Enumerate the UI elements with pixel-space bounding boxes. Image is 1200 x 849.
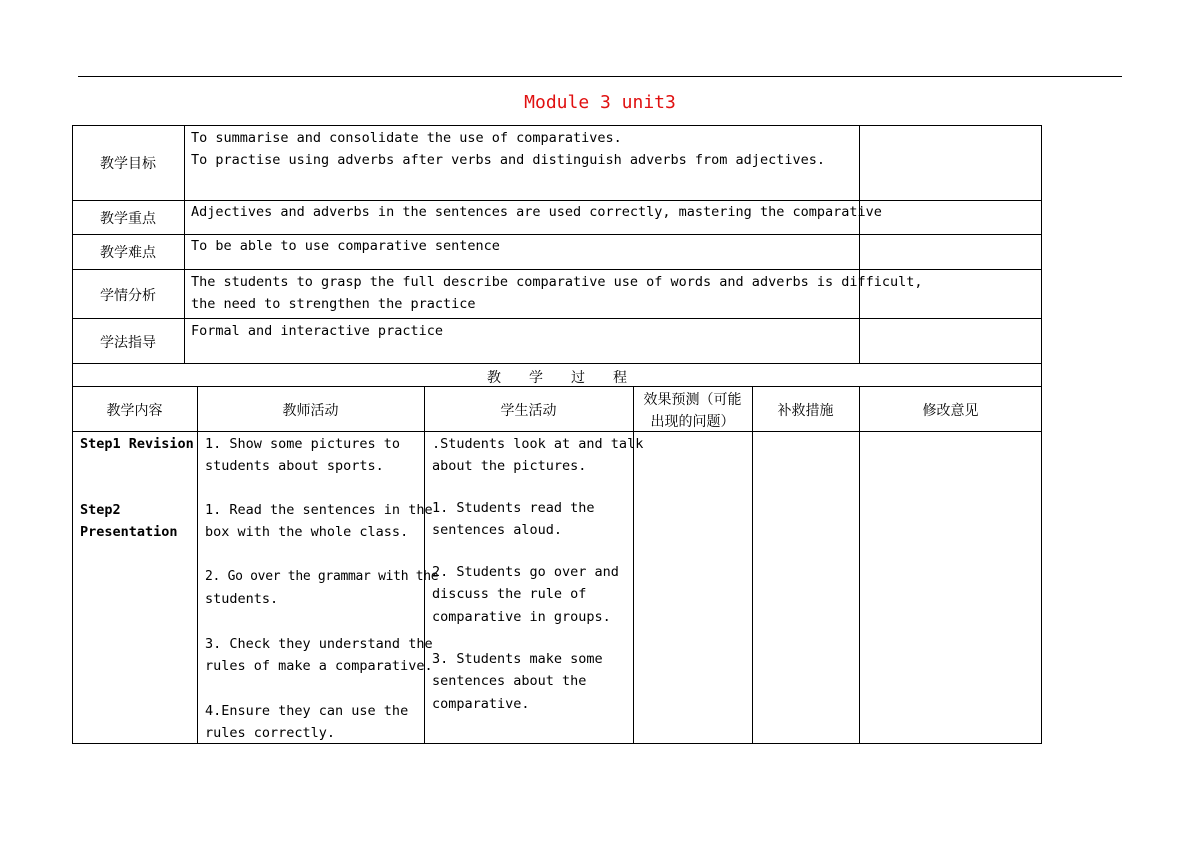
divider <box>72 431 1042 432</box>
col-header-effect-line-1: 效果预测（可能 <box>643 392 742 408</box>
student-activity-line: comparative in groups. <box>432 609 611 625</box>
teacher-activity-line: students. <box>205 591 279 607</box>
col-header-remedy: 补救措施 <box>777 403 834 419</box>
student-activity-line: discuss the rule of <box>432 586 587 602</box>
teacher-activity-line: rules of make a comparative. <box>205 658 433 674</box>
row-label-objectives: 教学目标 <box>100 156 156 172</box>
divider <box>72 363 1042 364</box>
step1-label: Step1 Revision <box>80 436 194 452</box>
process-header: 教 学 过 程 <box>487 370 627 386</box>
divider <box>72 269 1042 270</box>
teacher-activity-line: 3. Check they understand the <box>205 636 433 652</box>
row-label-student-analysis: 学情分析 <box>100 288 156 304</box>
difficulties-text: To be able to use comparative sentence <box>191 238 500 254</box>
teacher-activity-line: students about sports. <box>205 458 384 474</box>
student-analysis-line-1: The students to grasp the full describe comparative use of words and adverbs is difficult, <box>191 274 923 290</box>
divider <box>859 386 860 744</box>
student-activity-line: 2. Students go over and <box>432 564 619 580</box>
row-label-key-points: 教学重点 <box>100 211 156 227</box>
divider <box>184 125 185 364</box>
teacher-activity-line: 4.Ensure they can use the <box>205 703 409 719</box>
divider <box>424 386 425 744</box>
step2-label: Step2 <box>80 502 121 518</box>
teacher-activity-line: 2. Go over the grammar with the <box>205 569 439 584</box>
student-activity-line: about the pictures. <box>432 458 587 474</box>
teacher-activity-line: box with the whole class. <box>205 524 409 540</box>
objectives-line-1: To summarise and consolidate the use of comparatives. <box>191 130 622 146</box>
student-analysis-line-2: the need to strengthen the practice <box>191 296 476 312</box>
col-header-content: 教学内容 <box>106 403 163 419</box>
step2-label-presentation: Presentation <box>80 524 178 540</box>
student-activity-line: .Students look at and talk <box>432 436 644 452</box>
key-points-text: Adjectives and adverbs in the sentences are used correctly, mastering the comparative <box>191 204 882 220</box>
objectives-line-2: To practise using adverbs after verbs and distinguish adverbs from adjectives. <box>191 152 825 168</box>
divider <box>859 125 860 364</box>
col-header-revision: 修改意见 <box>922 403 979 419</box>
header-rule <box>78 76 1122 77</box>
teacher-activity-line: 1. Read the sentences in the <box>205 502 433 518</box>
student-activity-line: 1. Students read the <box>432 500 595 516</box>
student-activity-line: comparative. <box>432 696 530 712</box>
col-header-effect-line-2: 出现的问题） <box>650 414 735 430</box>
teacher-activity-line: 1. Show some pictures to <box>205 436 401 452</box>
col-header-student: 学生活动 <box>500 403 557 419</box>
student-activity-line: sentences about the <box>432 673 587 689</box>
divider <box>197 386 198 744</box>
row-label-difficulties: 教学难点 <box>100 245 156 261</box>
divider <box>752 386 753 744</box>
method-guidance-text: Formal and interactive practice <box>191 323 443 339</box>
student-activity-line: sentences aloud. <box>432 522 563 538</box>
col-header-teacher: 教师活动 <box>282 403 339 419</box>
divider <box>72 318 1042 319</box>
row-label-method-guidance: 学法指导 <box>100 335 156 351</box>
teacher-activity-line: rules correctly. <box>205 725 336 741</box>
student-activity-line: 3. Students make some <box>432 651 603 667</box>
page-title: Module 3 unit3 <box>524 92 676 113</box>
